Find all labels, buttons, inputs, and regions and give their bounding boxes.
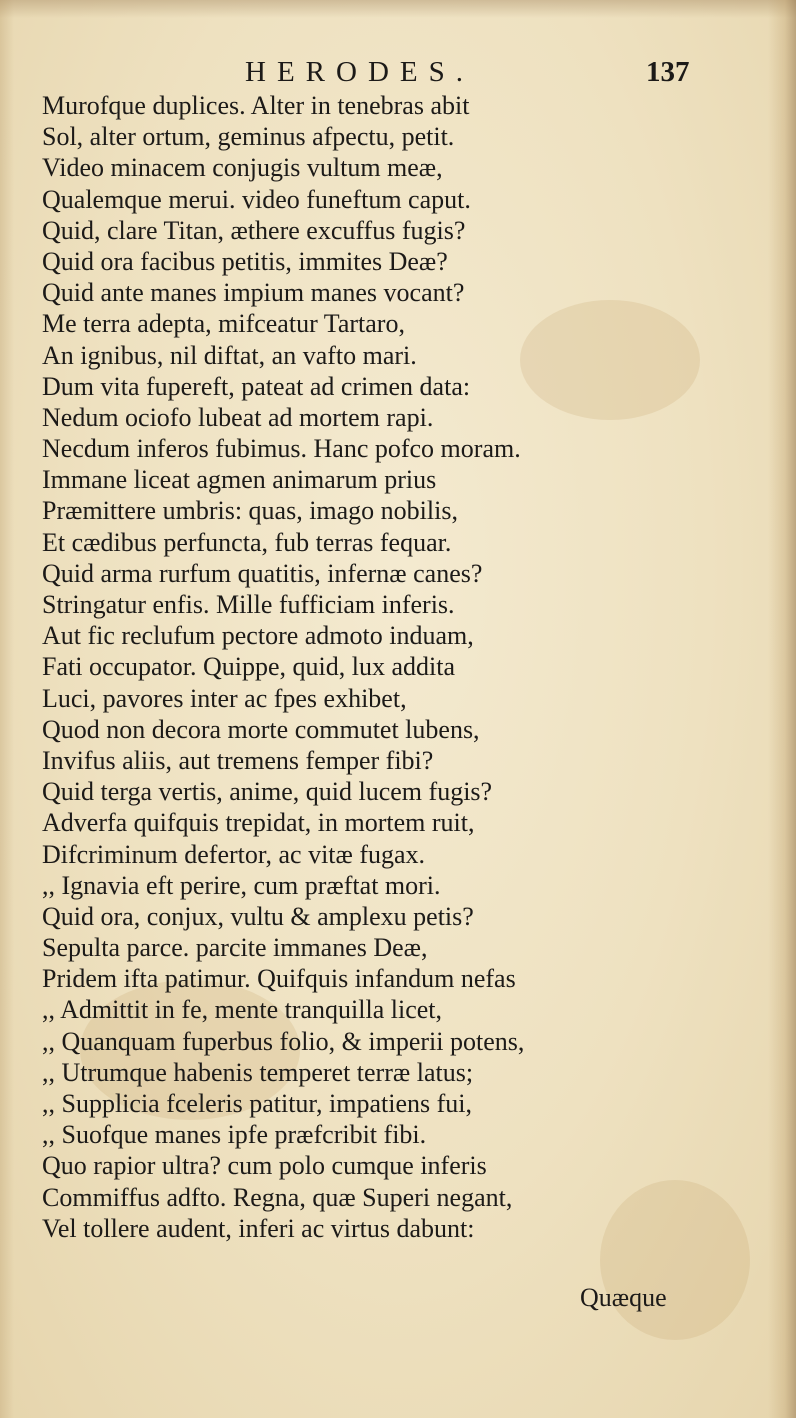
verse-line: Sol, alter ortum, geminus afpectu, petit. <box>42 122 455 152</box>
verse-line: Fati occupator. Quippe, quid, lux addita <box>42 652 456 682</box>
verse-line: ,, Ignavia eft perire, cum præftat mori. <box>42 870 441 900</box>
verse-line: Stringatur enfis. Mille fufficiam inferis. <box>42 590 455 619</box>
verse-line: Nedum ociofo lubeat ad mortem rapi. <box>42 402 434 432</box>
verse-line: Quid, clare Titan, æthere excuffus fugis? <box>42 215 466 245</box>
verse-line: Quod non decora morte commutet lubens, <box>42 714 480 744</box>
catchword: Quæque <box>580 1283 667 1312</box>
verse-line: Dum vita fupereft, pateat ad crimen data: <box>42 371 471 401</box>
page-number: 137 <box>646 56 690 88</box>
verse-line: Quid ante manes impium manes vocant? <box>42 278 465 308</box>
verse-line: Et cædibus perfuncta, fub terras fequar. <box>42 527 452 557</box>
verse-line: Sepulta parce. parcite immanes Deæ, <box>42 933 428 963</box>
verse-line: Immane liceat agmen animarum prius <box>42 465 437 495</box>
verse-line: ,, Quanquam fuperbus folio, & imperii potens, <box>42 1026 525 1056</box>
verse-line: ,, Utrumque habenis temperet terræ latus; <box>42 1057 474 1087</box>
verse-line: Quo rapior ultra? cum polo cumque inferis <box>42 1151 487 1181</box>
verse-line: Quid arma rurfum quatitis, infernæ canes? <box>42 558 483 588</box>
verse-line: Aut fic reclufum pectore admoto induam, <box>42 621 474 651</box>
page-edge-left <box>0 0 14 1418</box>
verse-line: Luci, pavores inter ac fpes exhibet, <box>42 683 407 713</box>
verse-line: Video minacem conjugis vultum meæ, <box>42 153 443 183</box>
verse-line: Quid ora, conjux, vultu & amplexu petis? <box>42 901 474 931</box>
verse-line: Difcriminum defertor, ac vitæ fugax. <box>42 839 426 869</box>
page-edge-top <box>0 0 796 18</box>
verse-line: Adverfa quifquis trepidat, in mortem ruit, <box>42 808 475 838</box>
verse-line: ,, Admittit in fe, mente tranquilla licet, <box>42 995 443 1025</box>
verse-line: ,, Suofque manes ipfe præfcribit fibi. <box>42 1120 427 1150</box>
verse-line: Quid ora facibus petitis, immites Deæ? <box>42 246 448 276</box>
running-title: HERODES. <box>245 56 474 88</box>
verse-line: An ignibus, nil diftat, an vafto mari. <box>42 340 417 370</box>
verse-line: Qualemque merui. video funeftum caput. <box>42 184 471 214</box>
verse-line: Pridem ifta patimur. Quifquis infandum nefas <box>42 964 516 994</box>
verse-line: Commiffus adfto. Regna, quæ Superi negant, <box>42 1182 513 1212</box>
verse-line: Quid terga vertis, anime, quid lucem fugis? <box>42 777 493 807</box>
verse-line: Murofque duplices. Alter in tenebras abit <box>42 91 470 120</box>
page-header <box>0 52 796 92</box>
verse-line: Invifus aliis, aut tremens femper fibi? <box>42 745 434 775</box>
verse-line: ,, Supplicia fceleris patitur, impatiens fui, <box>42 1089 473 1118</box>
verse-text <box>42 90 662 1244</box>
verse-line: Vel tollere audent, inferi ac virtus dabunt: <box>42 1213 475 1243</box>
page-edge-right <box>768 0 796 1418</box>
verse-line: Me terra adepta, mifceatur Tartaro, <box>42 309 405 339</box>
verse-line: Necdum inferos fubimus. Hanc pofco moram. <box>42 434 521 464</box>
verse-line: Præmittere umbris: quas, imago nobilis, <box>42 496 458 526</box>
